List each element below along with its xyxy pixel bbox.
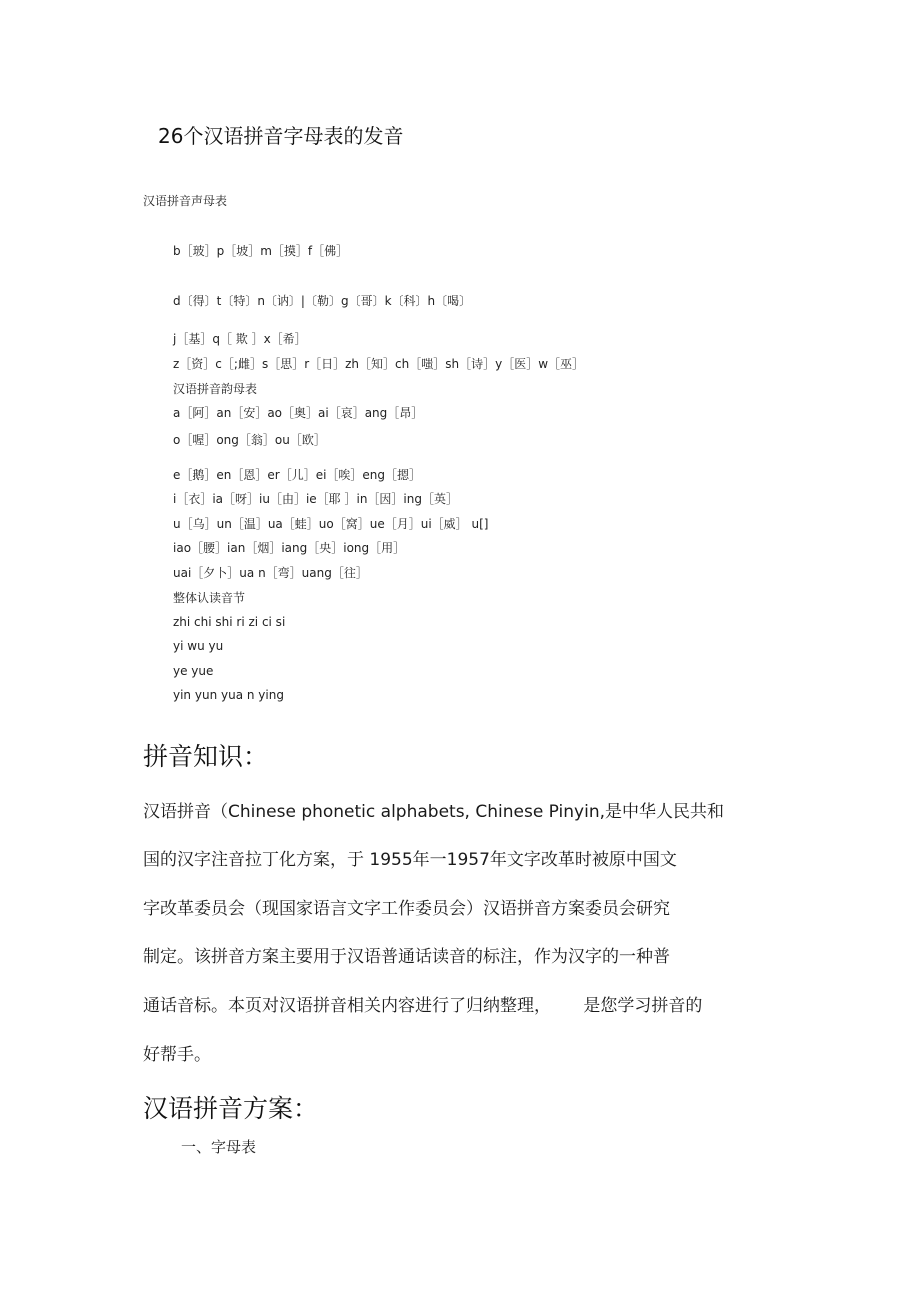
finals-line: o［喔］ong［翁］ou［欧］ bbox=[173, 433, 326, 447]
paragraph-line: 通话音标。本页对汉语拼音相关内容进行了归纳整理， 是您学习拼音的 bbox=[143, 996, 703, 1016]
initials-line: d〔得〕t〔特〕n〔讷〕|〔勒〕g〔哥〕k〔科〕h〔喝〕 bbox=[173, 294, 472, 308]
whole-syllables-line: zhi chi shi ri zi ci si bbox=[173, 615, 286, 629]
paragraph-line: 字改革委员会（现国家语言文字工作委员会）汉语拼音方案委员会研究 bbox=[143, 899, 670, 919]
initials-line: z［资］c［;雌］s［思］r［日］zh［知］ch［嗤］sh［诗］y［医］w［巫］ bbox=[173, 357, 585, 371]
paragraph-line: 汉语拼音（Chinese phonetic alphabets, Chinese Pinyin,是中华人民共和 bbox=[143, 802, 725, 822]
finals-heading: 汉语拼音韵母表 bbox=[173, 382, 258, 396]
initials-line: b［玻］p［坡］m［摸］f［佛］ bbox=[173, 244, 349, 258]
scheme-item: 一、字母表 bbox=[181, 1138, 257, 1156]
whole-syllables-line: ye yue bbox=[173, 664, 214, 678]
finals-line: i［衣］ia［呀］iu［由］ie［耶 ］in［因］ing［英］ bbox=[173, 492, 458, 506]
finals-line: a［阿］an［安］ao［奥］ai［哀］ang［昂］ bbox=[173, 406, 424, 420]
initials-line: j［基］q［ 欺 ］x［希］ bbox=[173, 332, 307, 346]
paragraph-line: 制定。该拼音方案主要用于汉语普通话读音的标注，作为汉字的一种普 bbox=[143, 947, 670, 967]
initials-heading: 汉语拼音声母表 bbox=[143, 194, 228, 208]
finals-line: e［鹅］en［恩］er［儿］ei［唉］eng［摁］ bbox=[173, 468, 422, 482]
paragraph-line: 好帮手。 bbox=[143, 1045, 211, 1065]
whole-syllables-heading: 整体认读音节 bbox=[173, 591, 246, 605]
whole-syllables-line: yi wu yu bbox=[173, 639, 224, 653]
whole-syllables-line: yin yun yua n ying bbox=[173, 688, 284, 702]
paragraph-line: 国的汉字注音拉丁化方案，于 1955年一1957年文字改革时被原中国文 bbox=[143, 850, 677, 870]
scheme-heading: 汉语拼音方案： bbox=[143, 1094, 319, 1123]
finals-line: iao［腰］ian［烟］iang［央］iong［用］ bbox=[173, 541, 406, 555]
knowledge-heading: 拼音知识： bbox=[143, 742, 269, 771]
finals-line: u［乌］un［温］ua［蛙］uo［窝］ue［月］ui［威］ u[] bbox=[173, 517, 489, 531]
finals-line: uai［夕卜］ua n［弯］uang［往］ bbox=[173, 566, 368, 580]
document-title: 26个汉语拼音字母表的发音 bbox=[158, 124, 404, 148]
